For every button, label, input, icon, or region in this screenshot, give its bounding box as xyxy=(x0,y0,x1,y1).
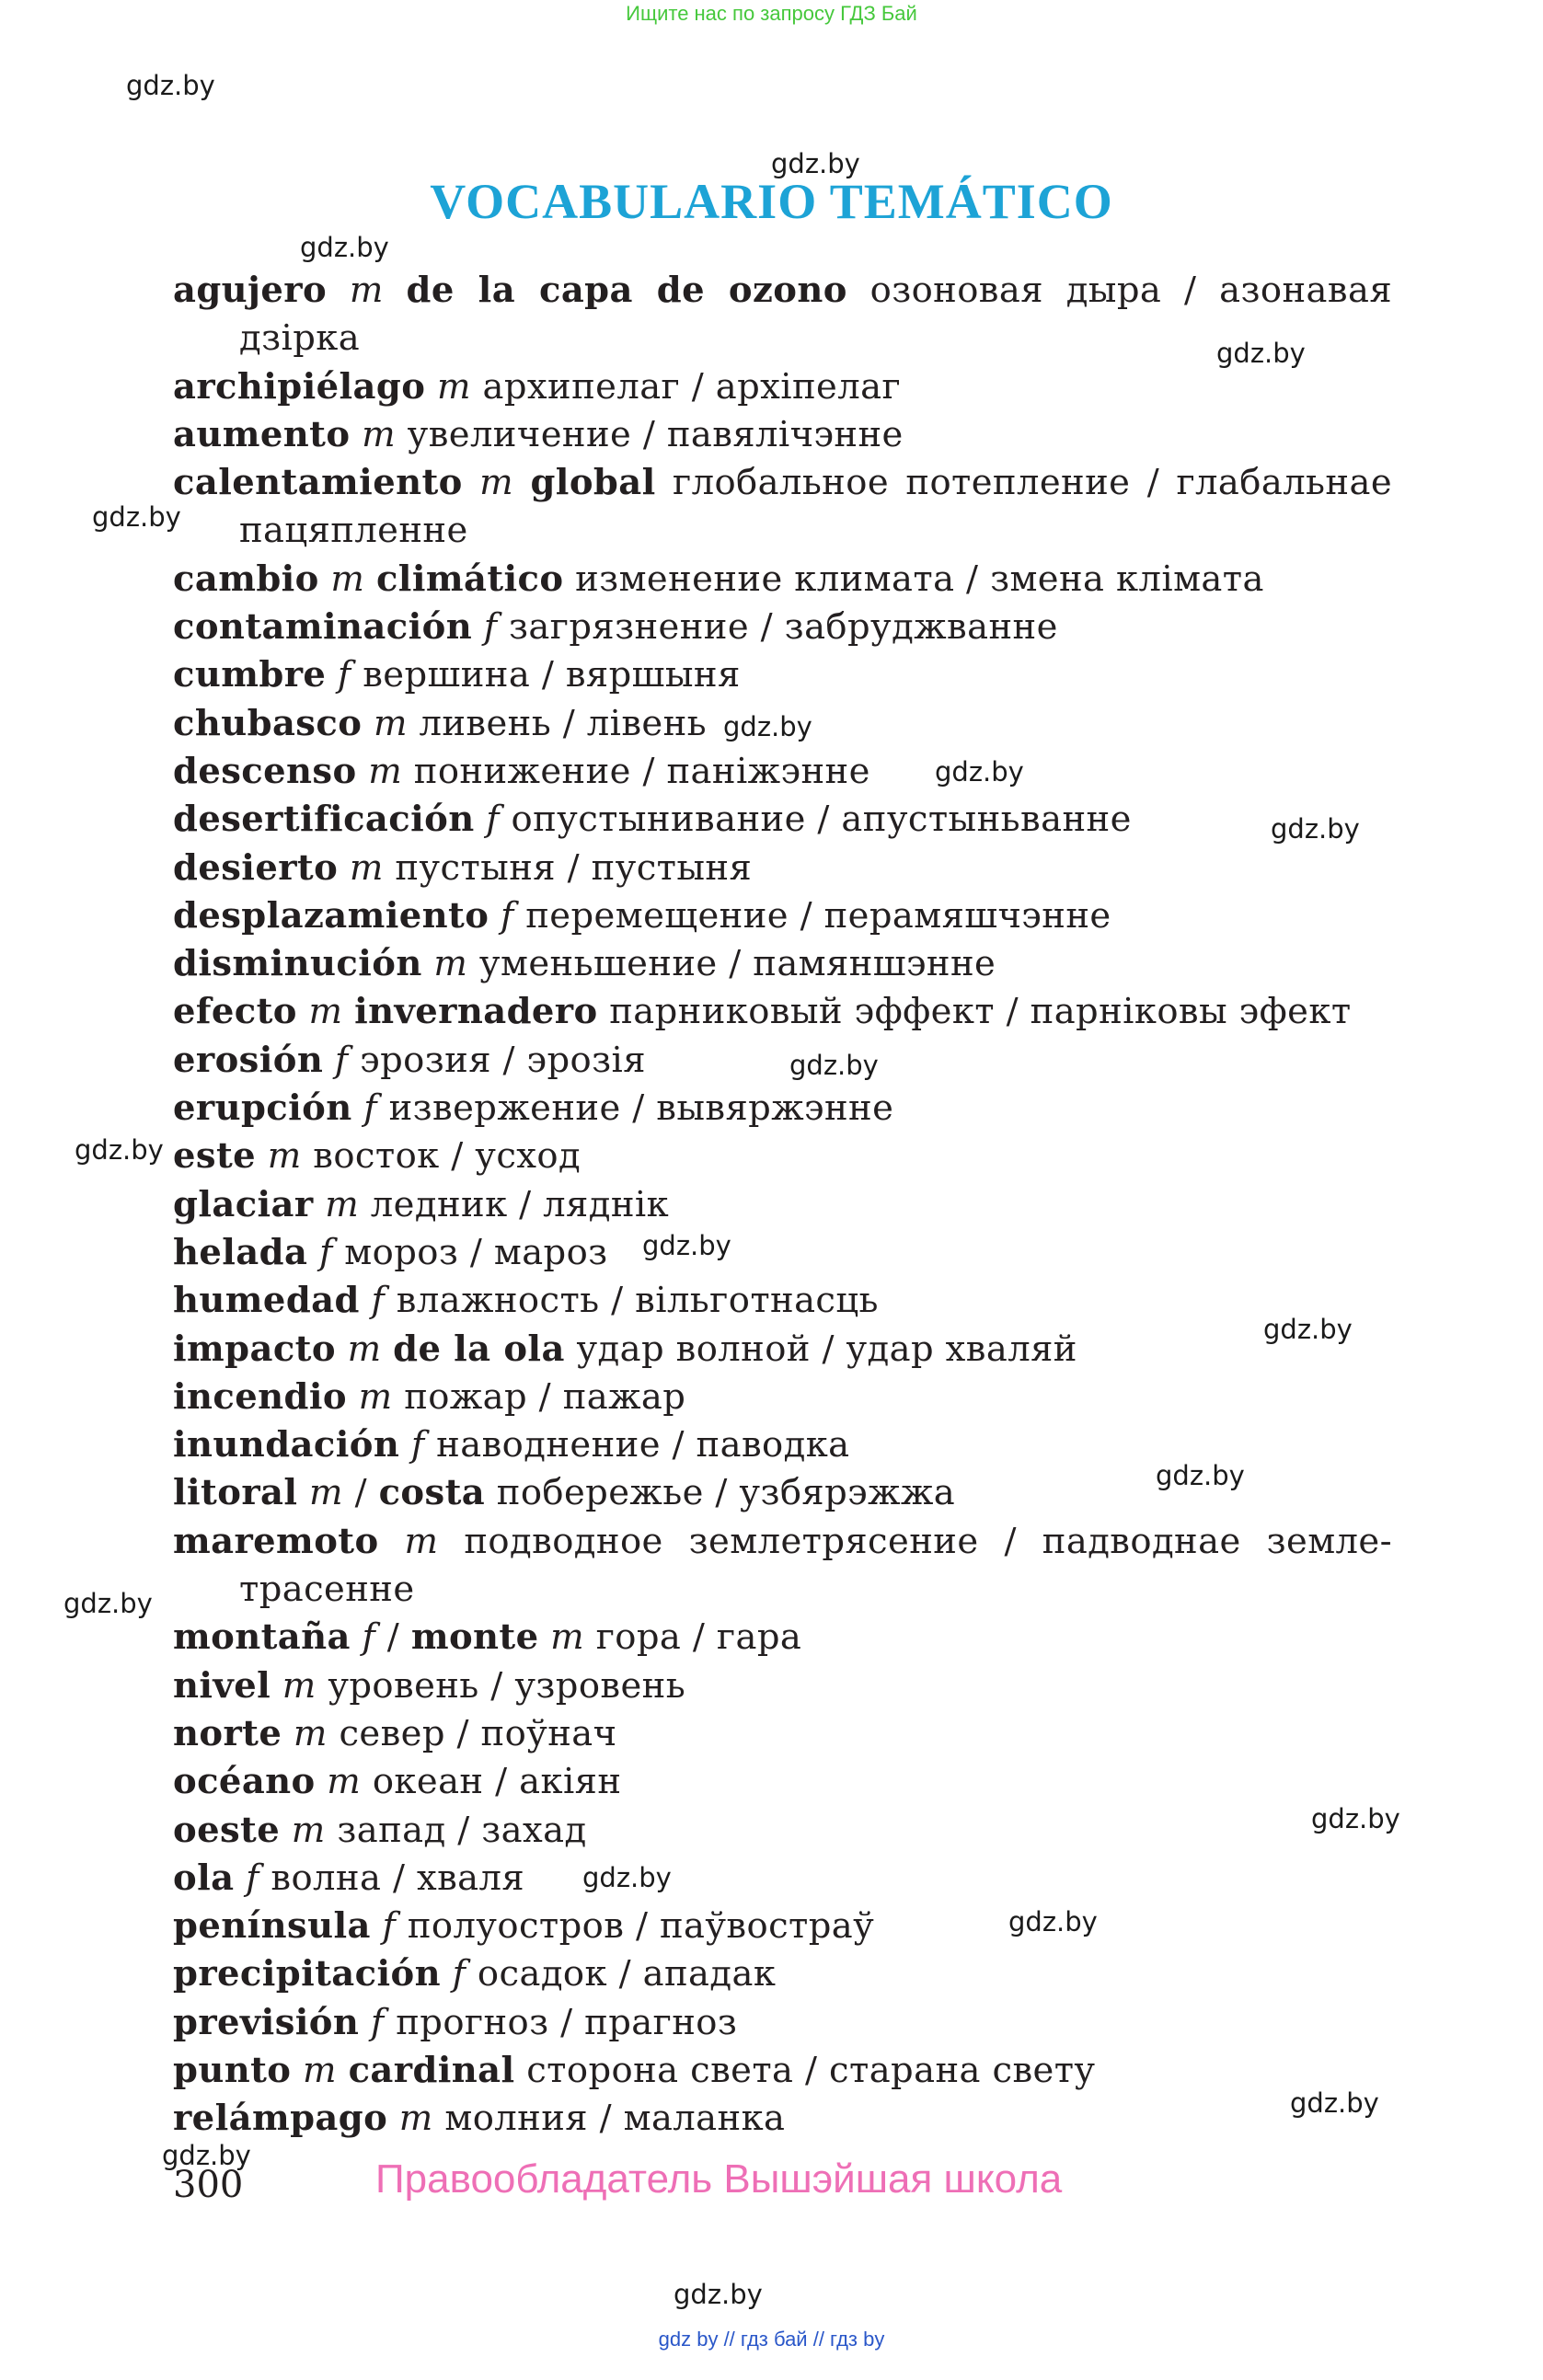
entry-translation: изменение климата / змена клімата xyxy=(575,558,1264,600)
entry-term: calentamiento xyxy=(173,462,463,504)
entry-translation: удар волной / удар хваляй xyxy=(576,1328,1077,1370)
entry-translation: молния / маланка xyxy=(444,2098,786,2140)
vocabulary-entry xyxy=(173,651,1392,699)
vocabulary-entry xyxy=(173,892,1392,940)
entry-gender: f xyxy=(370,2001,385,2043)
entry-term: litoral xyxy=(173,1472,298,1514)
entry-term: este xyxy=(173,1135,257,1178)
entry-gender: m xyxy=(325,1183,360,1225)
entry-gender: m xyxy=(309,1472,343,1514)
entry-gender: m xyxy=(347,1328,382,1370)
watermark: gdz.by xyxy=(1263,1314,1353,1345)
entry-translation: архипелаг / архіпелаг xyxy=(482,365,902,408)
entry-term: norte xyxy=(173,1712,282,1754)
watermark: gdz.by xyxy=(674,2279,763,2310)
entry-gender: f xyxy=(337,654,351,696)
watermark: gdz.by xyxy=(126,70,215,101)
entry-term: efecto xyxy=(173,991,297,1033)
entry-gender: m xyxy=(358,1375,393,1418)
vocabulary-entry xyxy=(173,940,1392,988)
entry-term: humedad xyxy=(173,1280,360,1322)
vocabulary-entry xyxy=(173,411,1392,459)
entry-term: erosión xyxy=(173,1039,324,1081)
vocabulary-entry xyxy=(173,1758,1392,1806)
entry-term: montaña xyxy=(173,1616,351,1659)
entry-term: aumento xyxy=(173,413,351,455)
entry-translation: извержение / вывяржэнне xyxy=(388,1087,894,1130)
entry-term: oeste xyxy=(173,1809,281,1851)
entry-translation: север / поўнач xyxy=(339,1712,617,1754)
entry-translation: озоновая дыра / азонавая дзірка xyxy=(239,270,1393,360)
entry-gender: m xyxy=(291,1809,326,1851)
page-title: VOCABULARIO TEMÁTICO xyxy=(430,174,1113,229)
entry-translation: восток / усход xyxy=(313,1135,582,1178)
entry-gender: f xyxy=(246,1857,259,1899)
entry-term: descenso xyxy=(173,750,357,792)
vocabulary-entry xyxy=(173,2095,1392,2143)
entry-term: península xyxy=(173,1905,371,1948)
entry-translation: полуостров / паўвостраў xyxy=(407,1905,875,1948)
watermark: gdz.by xyxy=(1311,1803,1400,1834)
entry-term: chubasco xyxy=(173,702,363,744)
entry-translation: побережье / узбярэжжа xyxy=(496,1472,956,1514)
entry-term: nivel xyxy=(173,1664,271,1707)
entry-gender: m xyxy=(282,1664,317,1707)
entry-translation: вершина / вяршыня xyxy=(363,654,741,696)
entry-translation: волна / хваля xyxy=(271,1857,525,1899)
entry-term: impacto xyxy=(173,1328,336,1370)
watermark: gdz.by xyxy=(771,148,860,179)
vocabulary-list xyxy=(173,267,1392,2144)
entry-translation: наводнение / паводка xyxy=(436,1424,850,1466)
vocabulary-entry xyxy=(173,556,1392,604)
entry-gender: m xyxy=(330,558,365,600)
entry-term: océano xyxy=(173,1761,316,1803)
vocabulary-entry xyxy=(173,1950,1392,1998)
watermark: gdz.by xyxy=(162,2140,251,2171)
entry-gender: f xyxy=(363,1087,377,1130)
search-banner: Ищите нас по запросу ГДЗ Бай xyxy=(626,2,917,25)
entry-gender: f xyxy=(500,894,514,937)
entry-term: archipiélago xyxy=(173,365,426,408)
entry-gender: m xyxy=(349,846,384,889)
entry-translation: перемещение / перамяшчэнне xyxy=(525,894,1111,937)
entry-translation: увеличение / павялічэнне xyxy=(407,413,904,455)
watermark: gdz.by xyxy=(92,501,181,533)
entry-gender: m xyxy=(373,702,408,744)
vocabulary-entry xyxy=(173,1181,1392,1229)
entry-term: ola xyxy=(173,1857,235,1899)
entry-gender: m xyxy=(362,413,396,455)
entry-translation: пожар / пажар xyxy=(404,1375,686,1418)
entry-term: maremoto xyxy=(173,1520,379,1562)
vocabulary-entry xyxy=(173,1903,1392,1950)
vocabulary-entry xyxy=(173,1421,1392,1469)
entry-term: relámpago xyxy=(173,2098,388,2140)
entry-translation: сторона света / старана свету xyxy=(526,2049,1096,2091)
watermark: gdz.by xyxy=(642,1230,731,1261)
vocabulary-entry xyxy=(173,700,1392,748)
entry-term-alt: costa xyxy=(378,1472,486,1514)
entry-gender: f xyxy=(452,1953,466,1995)
vocabulary-entry xyxy=(173,1710,1392,1758)
entry-gender: f xyxy=(486,799,500,841)
vocabulary-entry xyxy=(173,459,1392,556)
entry-translation: эрозия / эрозія xyxy=(360,1039,646,1081)
entry-gender: m xyxy=(293,1712,328,1754)
entry-gender: m xyxy=(267,1135,302,1178)
entry-translation: гора / гара xyxy=(595,1616,802,1659)
vocabulary-entry xyxy=(173,267,1392,363)
entry-gender: f xyxy=(334,1039,349,1081)
entry-gender: m xyxy=(303,2049,337,2091)
entry-term-rest: climático xyxy=(375,558,564,600)
entry-term: cumbre xyxy=(173,654,327,696)
entry-gender: m xyxy=(327,1761,362,1803)
entry-translation: запад / захад xyxy=(337,1809,587,1851)
vocabulary-entry xyxy=(173,988,1392,1036)
entry-translation: ледник / ляднік xyxy=(370,1183,670,1225)
entry-translation: парниковый эффект / парніковы эфект xyxy=(609,991,1352,1033)
page-number: 300 xyxy=(173,2164,244,2206)
vocabulary-entry xyxy=(173,845,1392,892)
entry-term: previsión xyxy=(173,2001,360,2043)
entry-term: erupción xyxy=(173,1087,352,1130)
entry-term: punto xyxy=(173,2049,292,2091)
entry-gender: f xyxy=(410,1424,425,1466)
watermark: gdz.by xyxy=(789,1050,879,1081)
entry-translation: мороз / мароз xyxy=(344,1231,608,1273)
entry-gender: m xyxy=(308,991,343,1033)
vocabulary-entry xyxy=(173,1133,1392,1180)
copyright-notice: Правообладатель Вышэйшая школа xyxy=(375,2156,1063,2202)
vocabulary-entry xyxy=(173,1277,1392,1325)
entry-term: desierto xyxy=(173,846,339,889)
watermark: gdz.by xyxy=(723,711,812,742)
entry-translation: океан / акіян xyxy=(372,1761,622,1803)
entry-gender: m xyxy=(479,462,514,504)
footer-links[interactable]: gdz by // гдз бай // гдз by xyxy=(658,2328,885,2351)
entry-translation: понижение / паніжэнне xyxy=(413,750,870,792)
entry-term-rest: invernadero xyxy=(354,991,598,1033)
entry-term: helada xyxy=(173,1231,308,1273)
vocabulary-entry: litoral m / costa побережье / узбярэжжа xyxy=(173,1472,956,1514)
entry-term: precipitación xyxy=(173,1953,441,1995)
entry-gender: m xyxy=(349,270,384,311)
watermark: gdz.by xyxy=(300,232,389,263)
watermark: gdz.by xyxy=(75,1134,164,1166)
vocabulary-entry xyxy=(173,1229,1392,1277)
entry-term: incendio xyxy=(173,1375,347,1418)
entry-term: glaciar xyxy=(173,1183,314,1225)
entry-gender: f xyxy=(318,1231,333,1273)
vocabulary-entry xyxy=(173,363,1392,411)
entry-term-rest: cardinal xyxy=(348,2049,515,2091)
vocabulary-entry xyxy=(173,748,1392,796)
vocabulary-entry xyxy=(173,796,1392,844)
entry-translation: осадок / ападак xyxy=(477,1953,777,1995)
watermark: gdz.by xyxy=(1216,338,1306,369)
entry-gender: m xyxy=(398,2098,433,2140)
entry-translation: глобальное потепление / глабальнае пацяпленне xyxy=(239,462,1393,552)
entry-gender: f xyxy=(483,606,498,649)
entry-term-alt: monte xyxy=(410,1616,539,1659)
vocabulary-entry xyxy=(173,1037,1392,1085)
entry-term: cambio xyxy=(173,558,319,600)
watermark: gdz.by xyxy=(935,756,1024,788)
entry-translation: загрязнение / забруджванне xyxy=(509,606,1058,649)
entry-term-rest: de la ola xyxy=(393,1328,565,1370)
vocabulary-entry xyxy=(173,1374,1392,1421)
vocabulary-entry xyxy=(173,1662,1392,1710)
entry-term: inundación xyxy=(173,1424,400,1466)
watermark: gdz.by xyxy=(63,1588,153,1619)
entry-term-rest: global xyxy=(530,462,656,504)
entry-translation: ливень / лівень xyxy=(419,702,707,744)
entry-term: disminución xyxy=(173,943,422,985)
vocabulary-entry xyxy=(173,1326,1392,1374)
vocabulary-entry xyxy=(173,1518,1392,1615)
watermark: gdz.by xyxy=(1271,813,1360,845)
entry-translation: уровень / узровень xyxy=(328,1664,686,1707)
entry-gender: m xyxy=(436,365,471,408)
entry-gender: m xyxy=(550,1616,585,1659)
entry-term-rest: de la capa de ozono xyxy=(406,270,847,311)
entry-gender: f xyxy=(382,1905,397,1948)
entry-gender: f xyxy=(371,1280,386,1322)
vocabulary-entry xyxy=(173,604,1392,651)
watermark: gdz.by xyxy=(582,1862,672,1893)
entry-translation: уменьшение / памяншэнне xyxy=(478,943,996,985)
entry-gender: m xyxy=(368,750,403,792)
entry-translation: подводное землетрясение / падводнае земле-трасенне xyxy=(239,1520,1392,1611)
entry-term: agujero xyxy=(173,270,328,311)
vocabulary-entry: montaña f / monte m гора / гара xyxy=(173,1616,802,1659)
watermark: gdz.by xyxy=(1156,1460,1245,1491)
entry-gender: f xyxy=(362,1616,376,1659)
entry-term: desplazamiento xyxy=(173,894,489,937)
entry-translation: прогноз / прагноз xyxy=(396,2001,738,2043)
entry-term: desertificación xyxy=(173,799,475,841)
vocabulary-entry xyxy=(173,1855,1392,1903)
entry-translation: опустынивание / апустыньванне xyxy=(511,799,1132,841)
entry-term: contaminación xyxy=(173,606,473,649)
entry-gender: m xyxy=(433,943,468,985)
vocabulary-entry xyxy=(173,2047,1392,2095)
entry-translation: пустыня / пустыня xyxy=(395,846,753,889)
watermark: gdz.by xyxy=(1008,1906,1098,1937)
vocabulary-entry xyxy=(173,1807,1392,1855)
vocabulary-entry xyxy=(173,1999,1392,2047)
vocabulary-entry xyxy=(173,1085,1392,1133)
entry-gender: m xyxy=(404,1520,439,1562)
entry-translation: влажность / вільготнасць xyxy=(396,1280,879,1322)
watermark: gdz.by xyxy=(1290,2087,1379,2119)
